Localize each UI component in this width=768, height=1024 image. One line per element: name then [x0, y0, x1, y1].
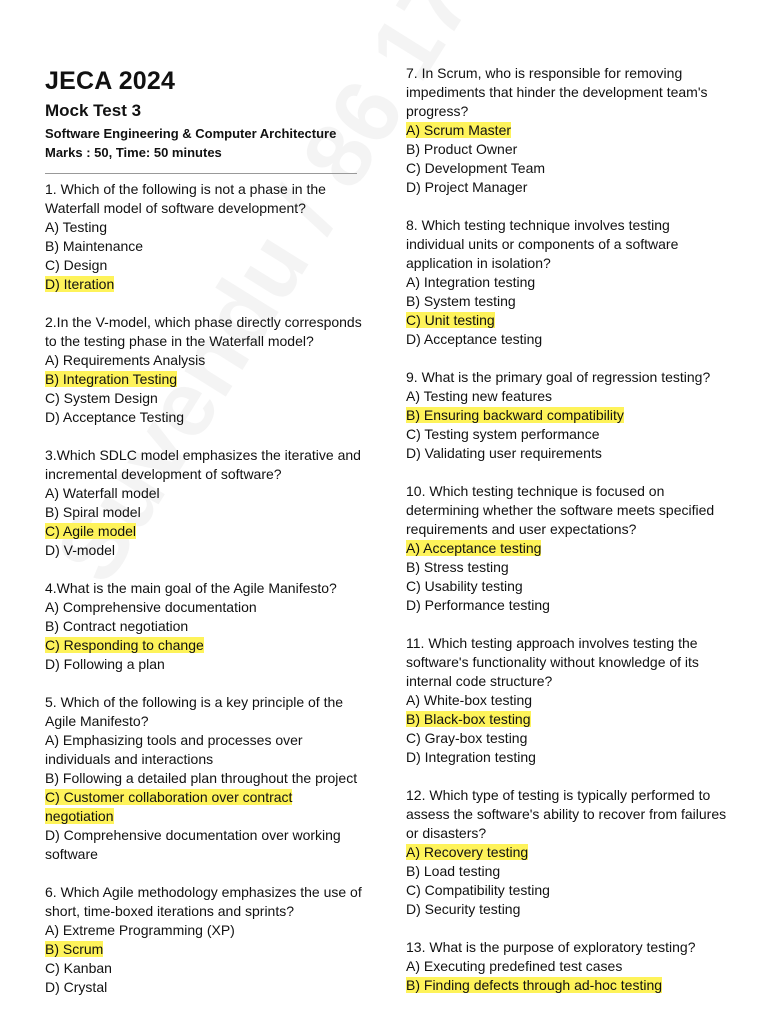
answer-option: C) Gray-box testing [406, 730, 528, 746]
answer-highlight: B) Finding defects through ad-hoc testing [406, 977, 663, 993]
answer-option: C) Kanban [45, 960, 112, 976]
question-block [406, 64, 728, 197]
question-block [406, 368, 728, 463]
answer-option: D) Crystal [45, 979, 108, 995]
question-text: 11. Which testing approach involves testing the software's functionality without knowledge of its internal code structure? [406, 635, 699, 689]
answer-option: B) Spiral model [45, 504, 141, 520]
correct-answer-option [406, 406, 728, 425]
answer-option: C) Design [45, 257, 108, 273]
answer-option: B) Following a detailed plan throughout the project [45, 770, 358, 786]
answer-option: D) Performance testing [406, 597, 550, 613]
answer-option: A) Testing [45, 219, 107, 235]
header-divider [45, 173, 357, 174]
answer-option: C) Testing system performance [406, 426, 600, 442]
answer-highlight: B) Black-box testing [406, 711, 531, 727]
answer-option: C) System Design [45, 390, 158, 406]
exam-title: JECA 2024 [45, 67, 176, 95]
answer-highlight: A) Acceptance testing [406, 540, 542, 556]
subject-line: Software Engineering & Computer Architecture [45, 126, 337, 141]
answer-option: B) System testing [406, 293, 516, 309]
answer-highlight: C) Unit testing [406, 312, 495, 328]
answer-highlight: C) Agile model [45, 523, 137, 539]
answer-highlight: C) Responding to change [45, 637, 204, 653]
answer-option: A) Extreme Programming (XP) [45, 922, 235, 938]
answer-highlight: B) Scrum [45, 941, 104, 957]
answer-option: B) Product Owner [406, 141, 518, 157]
question-list-left [45, 180, 363, 997]
answer-highlight: C) Customer collaboration over contract negotiation [45, 789, 293, 824]
question-text: 13. What is the purpose of exploratory testing? [406, 939, 696, 955]
question-text: 5. Which of the following is a key principle of the Agile Manifesto? [45, 694, 344, 729]
question-text: 6. Which Agile methodology emphasizes the use of short, time-boxed iterations and sprints? [45, 884, 362, 919]
answer-option: A) Emphasizing tools and processes over individuals and interactions [45, 732, 303, 767]
left-column [45, 64, 363, 1016]
question-text: 7. In Scrum, who is responsible for removing impediments that hinder the development team's progress? [406, 65, 708, 119]
correct-answer-option [45, 636, 363, 655]
question-block [45, 313, 363, 427]
question-block [406, 938, 728, 995]
correct-answer-option [45, 940, 363, 959]
answer-option: A) Testing new features [406, 388, 553, 404]
answer-option: C) Development Team [406, 160, 546, 176]
answer-option: D) Comprehensive documentation over working software [45, 827, 341, 862]
question-block [406, 786, 728, 919]
question-block [406, 482, 728, 615]
question-list-right [406, 64, 728, 995]
correct-answer-option [406, 311, 728, 330]
answer-option: D) Acceptance testing [406, 331, 543, 347]
correct-answer-option [406, 710, 728, 729]
correct-answer-option [45, 522, 363, 541]
question-text: 4.What is the main goal of the Agile Manifesto? [45, 580, 337, 596]
correct-answer-option [406, 843, 728, 862]
answer-highlight: A) Recovery testing [406, 844, 529, 860]
answer-highlight: A) Scrum Master [406, 122, 512, 138]
question-block [406, 216, 728, 349]
answer-option: D) Security testing [406, 901, 521, 917]
question-block [45, 579, 363, 674]
answer-option: A) White-box testing [406, 692, 533, 708]
answer-highlight: D) Iteration [45, 276, 115, 292]
answer-option: D) Following a plan [45, 656, 165, 672]
answer-option: B) Load testing [406, 863, 501, 879]
answer-option: A) Executing predefined test cases [406, 958, 623, 974]
question-text: 2.In the V-model, which phase directly corresponds to the testing phase in the Waterfall model? [45, 314, 362, 349]
answer-option: A) Integration testing [406, 274, 536, 290]
answer-option: D) V-model [45, 542, 116, 558]
answer-option: D) Acceptance Testing [45, 409, 185, 425]
correct-answer-option [406, 121, 728, 140]
question-block [45, 446, 363, 560]
question-text: 3.Which SDLC model emphasizes the iterative and incremental development of software? [45, 447, 361, 482]
question-text: 10. Which testing technique is focused on determining whether the software meets specified requirements and user expectations? [406, 483, 715, 537]
answer-option: A) Requirements Analysis [45, 352, 206, 368]
question-block [45, 180, 363, 294]
marks-time-line: Marks : 50, Time: 50 minutes [45, 145, 222, 160]
answer-option: A) Comprehensive documentation [45, 599, 257, 615]
correct-answer-option [406, 539, 728, 558]
answer-option: B) Contract negotiation [45, 618, 189, 634]
right-column [406, 64, 728, 1014]
correct-answer-option [45, 370, 363, 389]
answer-option: A) Waterfall model [45, 485, 160, 501]
answer-option: C) Usability testing [406, 578, 523, 594]
answer-option: D) Project Manager [406, 179, 528, 195]
test-title: Mock Test 3 [45, 101, 142, 120]
answer-highlight: B) Integration Testing [45, 371, 178, 387]
question-block [406, 634, 728, 767]
question-text: 8. Which testing technique involves testing individual units or components of a software application in isolation? [406, 217, 679, 271]
correct-answer-option [406, 976, 728, 995]
answer-option: C) Compatibility testing [406, 882, 550, 898]
correct-answer-option [45, 788, 363, 826]
answer-option: B) Maintenance [45, 238, 144, 254]
question-block [45, 693, 363, 864]
answer-option: B) Stress testing [406, 559, 509, 575]
question-text: 1. Which of the following is not a phase in the Waterfall model of software development? [45, 181, 326, 216]
answer-highlight: B) Ensuring backward compatibility [406, 407, 624, 423]
question-block [45, 883, 363, 997]
question-text: 12. Which type of testing is typically performed to assess the software's ability to recover from failures or disasters? [406, 787, 727, 841]
answer-option: D) Integration testing [406, 749, 536, 765]
correct-answer-option [45, 275, 363, 294]
question-text: 9. What is the primary goal of regression testing? [406, 369, 711, 385]
answer-option: D) Validating user requirements [406, 445, 602, 461]
